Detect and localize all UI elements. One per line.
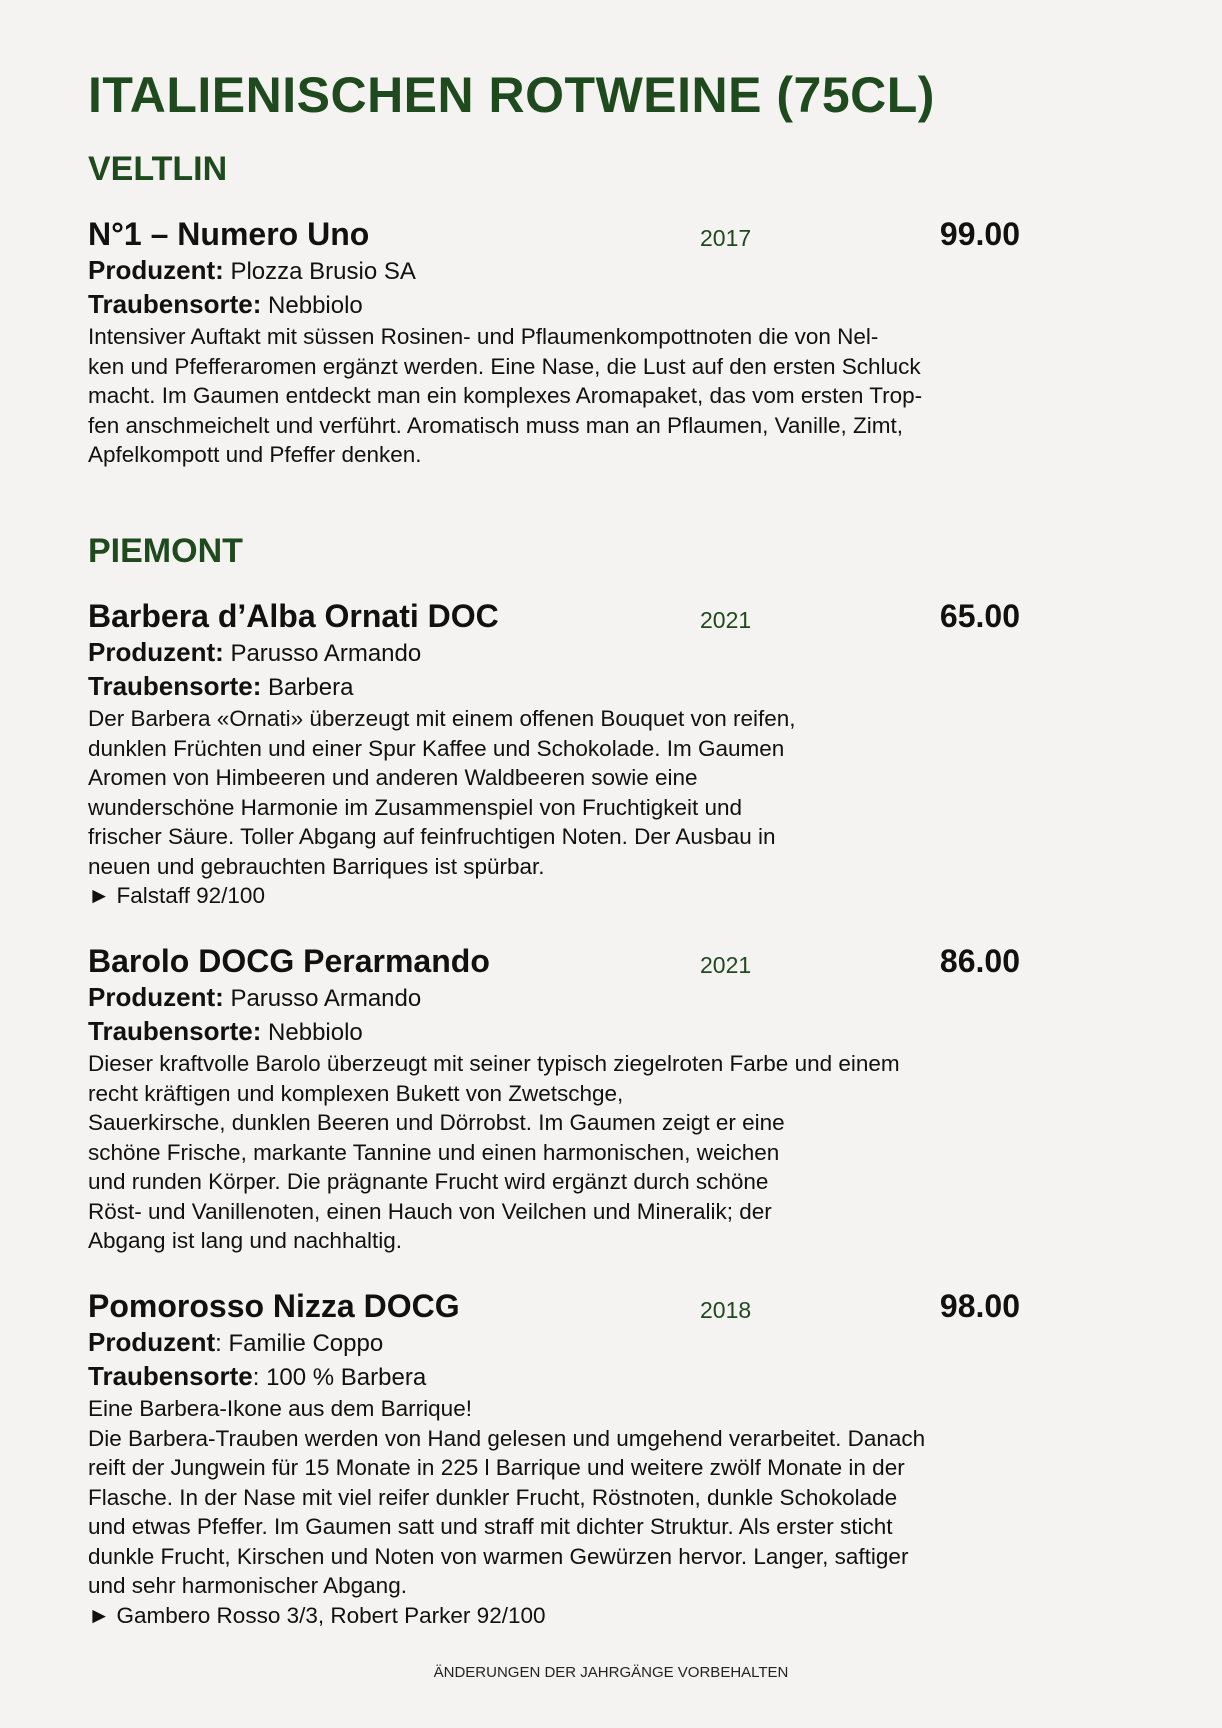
producer-line — [88, 636, 1028, 670]
wine-name: Pomorosso Nizza DOCG — [88, 1288, 460, 1324]
grape-value: 100 % Barbera — [266, 1364, 427, 1391]
grape-colon: : — [252, 1364, 260, 1391]
wine-price: 99.00 — [939, 216, 1020, 252]
description-line: dunkle Frucht, Kirschen und Noten von warmen Gewürzen hervor. Langer, saftiger — [88, 1543, 909, 1569]
wine-entry — [88, 216, 1028, 470]
producer-value: Parusso Armando — [230, 640, 422, 667]
description-line: Sauerkirsche, dunklen Beeren und Dörrobst. Im Gaumen zeigt er eine — [88, 1110, 785, 1135]
footer-note: ÄNDERUNGEN DER JAHRGÄNGE VORBEHALTEN — [433, 1664, 789, 1681]
wine-header — [88, 216, 1028, 254]
grape-line — [88, 1015, 1028, 1049]
grape-label: Traubensorte: — [88, 289, 262, 319]
description-line: dunklen Früchten und einer Spur Kaffee und Schokolade. Im Gaumen — [88, 735, 785, 761]
grape-value: Nebbiolo — [268, 292, 363, 319]
producer-label: Produzent — [88, 1327, 216, 1357]
producer-label: Produzent: — [88, 982, 224, 1012]
description-line: Dieser kraftvolle Barolo überzeugt mit seiner typisch ziegelroten Farbe und einem — [88, 1051, 900, 1076]
region-heading-piemont: PIEMONT — [88, 532, 243, 570]
wine-vintage: 2017 — [700, 225, 752, 251]
wine-header — [88, 943, 1028, 981]
description-line: und etwas Pfeffer. Im Gaumen satt und straff mit dichter Struktur. Als erster sticht — [88, 1514, 893, 1539]
wine-rating: ► Falstaff 92/100 — [88, 883, 265, 908]
description-line: reift der Jungwein für 15 Monate in 225 l Barrique und weitere zwölf Monate in der — [88, 1455, 905, 1480]
grape-value: Nebbiolo — [268, 1019, 363, 1046]
wine-description — [88, 1049, 1028, 1256]
page-title: ITALIENISCHEN ROTWEINE (75CL) — [88, 67, 935, 123]
producer-colon: : — [215, 1330, 222, 1357]
description-line: macht. Im Gaumen entdeckt man ein komplexes Aromapaket, das vom ersten Trop- — [88, 383, 923, 408]
grape-line — [88, 288, 1028, 322]
description-line: wunderschöne Harmonie im Zusammenspiel von Fruchtigkeit und — [88, 794, 743, 820]
description-line: und sehr harmonischer Abgang. — [88, 1573, 407, 1598]
description-line: Eine Barbera-Ikone aus dem Barrique! — [88, 1396, 472, 1421]
wine-price: 86.00 — [939, 943, 1020, 979]
producer-value: Plozza Brusio SA — [230, 258, 416, 285]
wine-description — [88, 1394, 1028, 1601]
description-line: Aromen von Himbeeren und anderen Waldbeeren sowie eine — [88, 765, 698, 790]
grape-line — [88, 1360, 1028, 1394]
description-line: recht kräftigen und komplexen Bukett von Zwetschge, — [88, 1080, 624, 1106]
producer-value: Familie Coppo — [228, 1330, 384, 1357]
grape-label: Traubensorte: — [88, 671, 262, 701]
wine-description — [88, 322, 1028, 470]
producer-line — [88, 981, 1028, 1015]
description-line: Der Barbera «Ornati» überzeugt mit einem offenen Bouquet von reifen, — [88, 706, 796, 731]
wine-price: 65.00 — [939, 598, 1020, 634]
grape-value: Barbera — [268, 674, 354, 701]
wine-entry — [88, 598, 1028, 911]
description-line: schöne Frische, markante Tannine und einen harmonischen, weichen — [88, 1139, 780, 1165]
grape-label: Traubensorte — [88, 1361, 253, 1391]
description-line: Abgang ist lang und nachhaltig. — [88, 1228, 402, 1253]
wine-vintage: 2021 — [700, 607, 752, 633]
wine-entry — [88, 943, 1028, 1256]
producer-value: Parusso Armando — [230, 985, 422, 1012]
description-line: neuen und gebrauchten Barriques ist spürbar. — [88, 853, 545, 879]
description-line: Intensiver Auftakt mit süssen Rosinen- und Pflaumenkompottnoten die von Nel- — [88, 324, 879, 349]
description-line: ken und Pfefferaromen ergänzt werden. Eine Nase, die Lust auf den ersten Schluck — [88, 353, 921, 379]
producer-label: Produzent: — [88, 637, 224, 667]
region-heading-veltlin: VELTLIN — [88, 150, 228, 188]
description-line: und runden Körper. Die prägnante Frucht wird ergänzt durch schöne — [88, 1169, 769, 1194]
wine-name: Barolo DOCG Perarmando — [88, 943, 490, 979]
wine-vintage: 2021 — [700, 952, 752, 978]
wine-description — [88, 704, 1028, 881]
producer-line — [88, 254, 1028, 288]
description-line: frischer Säure. Toller Abgang auf feinfruchtigen Noten. Der Ausbau in — [88, 824, 776, 849]
producer-label: Produzent: — [88, 255, 224, 285]
wine-price: 98.00 — [939, 1288, 1020, 1324]
description-line: Röst- und Vanillenoten, einen Hauch von Veilchen und Mineralik; der — [88, 1198, 772, 1224]
description-line: Apfelkompott und Pfeffer denken. — [88, 442, 422, 467]
description-line: Die Barbera-Trauben werden von Hand gelesen und umgehend verarbeitet. Danach — [88, 1425, 926, 1451]
producer-line — [88, 1326, 1028, 1360]
wine-name: Barbera d’Alba Ornati DOC — [88, 598, 499, 634]
wine-header — [88, 598, 1028, 636]
description-line: fen anschmeichelt und verführt. Aromatisch muss man an Pflaumen, Vanille, Zimt, — [88, 412, 903, 438]
wine-header — [88, 1288, 1028, 1326]
wine-rating: ► Gambero Rosso 3/3, Robert Parker 92/100 — [88, 1602, 546, 1628]
wine-name: N°1 – Numero Uno — [88, 216, 370, 252]
wine-entry — [88, 1288, 1028, 1630]
grape-line — [88, 670, 1028, 704]
wine-vintage: 2018 — [700, 1297, 752, 1323]
grape-label: Traubensorte: — [88, 1016, 262, 1046]
description-line: Flasche. In der Nase mit viel reifer dunkler Frucht, Röstnoten, dunkle Schokolade — [88, 1484, 898, 1510]
